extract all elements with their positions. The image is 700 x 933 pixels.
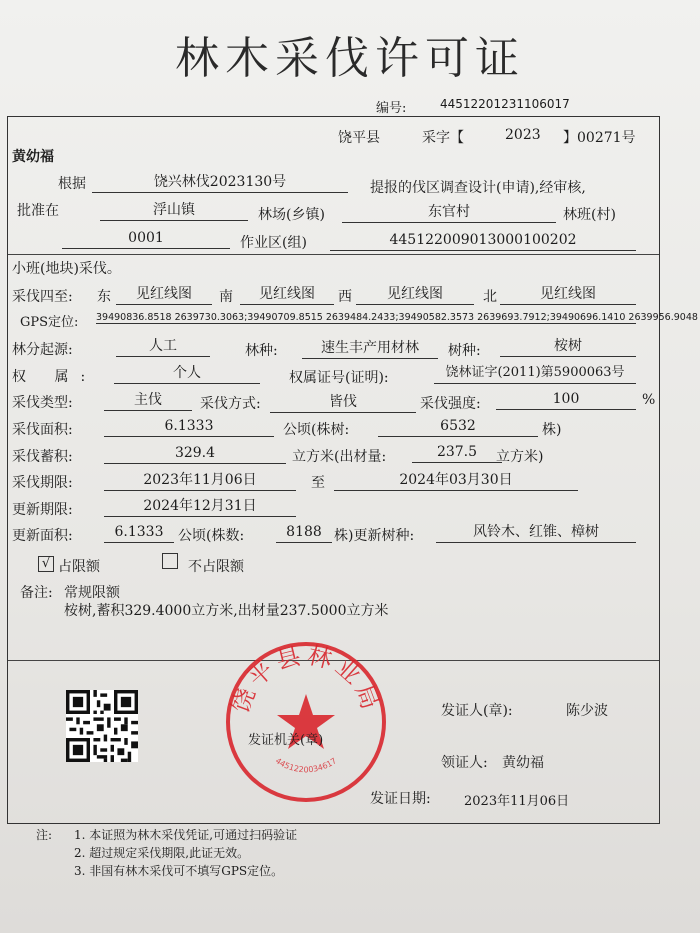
permit-word: 采字【	[422, 130, 464, 146]
volume-unit-label: 立方米(出材量:	[292, 449, 387, 465]
basis-suffix: 提报的伐区调查设计(申请),经审核,	[370, 180, 586, 196]
period-start: 2023年11月06日	[104, 470, 296, 491]
basis-value: 饶兴林伐2023130号	[92, 172, 348, 193]
west-label: 西	[338, 289, 352, 305]
origin-label: 林分起源:	[12, 342, 73, 358]
east-value: 见红线图	[116, 284, 212, 305]
west-value: 见红线图	[356, 284, 474, 305]
origin-value: 人工	[116, 336, 210, 357]
notes-label: 注:	[36, 828, 53, 842]
species-label: 树种:	[448, 343, 481, 359]
renew-period-label: 更新期限:	[12, 502, 73, 518]
period-label: 采伐期限:	[12, 475, 73, 491]
remarks-label: 备注:	[20, 585, 53, 601]
town-value: 浮山镇	[100, 200, 248, 221]
check-mark-icon: √	[41, 556, 51, 571]
village-value: 东官村	[342, 202, 556, 223]
zone-code: 0001	[62, 228, 230, 249]
renew-species: 风铃木、红锥、樟树	[436, 522, 636, 543]
period-end: 2024年03月30日	[334, 470, 578, 491]
note-item: 2. 超过规定采伐期限,此证无效。	[74, 846, 250, 860]
date-label: 发证日期:	[370, 791, 431, 807]
office-label: 发证机关(章)	[248, 733, 324, 748]
out-quota-label: 不占限额	[188, 559, 244, 575]
output-unit: 立方米)	[496, 449, 544, 465]
in-quota-checkbox[interactable]	[38, 556, 54, 572]
south-value: 见红线图	[240, 284, 334, 305]
in-quota-label: 占限额	[58, 559, 100, 575]
out-quota-checkbox[interactable]	[162, 553, 178, 569]
receiver-name: 黄幼福	[502, 755, 544, 771]
note-item: 3. 非国有林木采伐可不填写GPS定位。	[74, 864, 284, 878]
farm-label: 林场(乡镇)	[258, 207, 325, 223]
renew-area-label: 更新面积:	[12, 528, 73, 544]
north-value: 见红线图	[500, 284, 636, 305]
gps-value: 39490836.8518 2639730.3063;39490709.8515 2639484.2433;39490582.3573 2639693.7912;39490696.1410 2639956.9048	[96, 312, 698, 323]
gps-label: GPS定位:	[20, 315, 79, 330]
basis-label: 根据	[58, 176, 86, 192]
cert-label: 权属证号(证明):	[289, 370, 389, 386]
trees-unit: 株)	[542, 422, 562, 438]
zone-label: 作业区(组)	[240, 235, 307, 251]
intensity-value: 100	[496, 389, 636, 410]
forest-type-label: 林种:	[245, 343, 278, 359]
boundaries-label: 采伐四至:	[12, 289, 73, 305]
serial-value: 44512201231106017	[440, 97, 570, 111]
divider	[8, 254, 659, 255]
renew-count-unit: 株)更新树种:	[334, 528, 415, 544]
renew-area-unit: 公顷(株数:	[178, 528, 245, 544]
north-label: 北	[483, 289, 497, 305]
county: 饶平县	[338, 130, 380, 146]
ownership-label: 权 属:	[12, 369, 98, 385]
permit-number: 】00271号	[563, 130, 636, 146]
issuer-label: 发证人(章):	[441, 703, 513, 719]
remarks-line2: 桉树,蓄积329.4000立方米,出材量237.5000立方米	[64, 603, 389, 619]
zone-value: 445122009013000100202	[330, 230, 636, 251]
issue-date: 2023年11月06日	[464, 794, 570, 809]
intensity-label: 采伐强度:	[420, 396, 481, 412]
species-value: 桉树	[500, 336, 636, 357]
renew-count: 8188	[276, 522, 332, 543]
felling-method-label: 采伐方式:	[200, 396, 261, 412]
period-to: 至	[311, 475, 325, 491]
east-label: 东	[97, 289, 111, 305]
official-seal	[222, 638, 390, 806]
output-value: 237.5	[412, 442, 502, 463]
svg-text:4451220034617: 4451220034617	[273, 756, 339, 775]
renew-period-value: 2024年12月31日	[104, 496, 296, 517]
issuer-name: 陈少波	[566, 703, 608, 719]
receiver-label: 领证人:	[441, 755, 488, 771]
serial-label: 编号:	[376, 101, 407, 116]
volume-value: 329.4	[104, 443, 286, 464]
cert-value: 饶林证字(2011)第5900063号	[434, 363, 636, 384]
south-label: 南	[219, 289, 233, 305]
small-class-text: 小班(地块)采伐。	[12, 261, 121, 277]
forest-class-label: 林班(村)	[563, 207, 616, 223]
ownership-value: 个人	[114, 363, 260, 384]
area-unit-label: 公顷(株树:	[283, 422, 350, 438]
page-title: 林木采伐许可证	[175, 33, 525, 84]
svg-text:饶平县林业局: 饶平县林业局	[226, 640, 386, 717]
note-item: 1. 本证照为林木采伐凭证,可通过扫码验证	[74, 828, 298, 842]
felling-type-value: 主伐	[104, 390, 192, 411]
holder-name: 黄幼福	[12, 149, 54, 165]
area-label: 采伐面积:	[12, 422, 73, 438]
trees-value: 6532	[378, 416, 538, 437]
approve-label: 批准在	[17, 203, 59, 219]
intensity-unit: %	[642, 392, 656, 408]
permit-year: 2023	[505, 127, 541, 143]
remarks-line1: 常规限额	[64, 585, 120, 601]
volume-label: 采伐蓄积:	[12, 449, 73, 465]
felling-type-label: 采伐类型:	[12, 395, 73, 411]
forest-type-value: 速生丰产用材林	[302, 338, 438, 359]
area-value: 6.1333	[104, 416, 274, 437]
qr-code-icon[interactable]	[66, 690, 138, 762]
felling-method-value: 皆伐	[270, 392, 416, 413]
renew-area-value: 6.1333	[104, 522, 174, 543]
